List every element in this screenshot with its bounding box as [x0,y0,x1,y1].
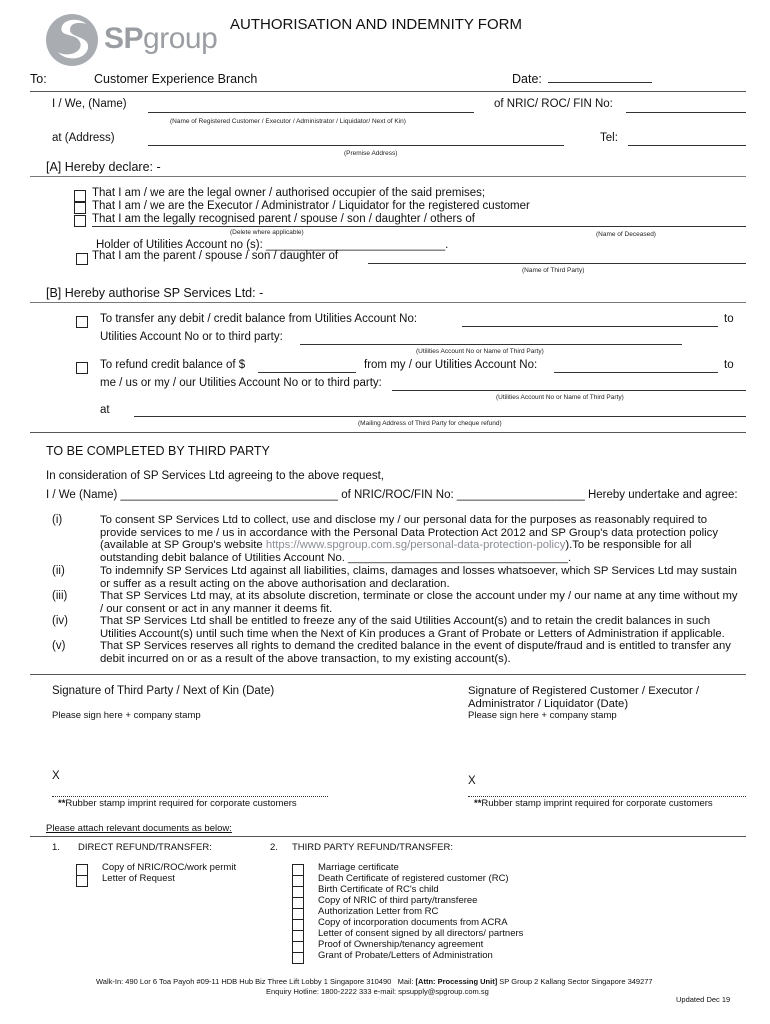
section-b-heading: [B] Hereby authorise SP Services Ltd: - [46,286,264,300]
nric-label: of NRIC/ ROC/ FIN No: [494,98,613,110]
section-a-heading: [A] Hereby declare: - [46,160,161,174]
transfer-text: To transfer any debit / credit balance from Utilities Account No: [100,313,418,325]
transfer-checkbox[interactable] [76,316,88,328]
refund-checkbox[interactable] [76,362,88,374]
holder-account-text: Holder of Utilities Account no (s): ____________________________. [96,239,449,251]
tel-field[interactable] [628,145,746,146]
at-label: at [100,404,110,416]
right-signature-line[interactable] [468,796,746,797]
owner-checkbox[interactable] [74,190,86,202]
refund-text-2: me / us or my / our Utilities Account No or to third party: [100,377,382,389]
right-signature-x: X [468,775,476,787]
name-hint: (Name of Registered Customer / Executor / Administrator / Liquidator/ Next of Kin) [170,118,406,125]
form-title: AUTHORISATION AND INDEMNITY FORM [230,16,522,33]
tel-label: Tel: [600,132,618,144]
clause-text-2: To indemnify SP Services Ltd against all liabilities, claims, damages and losses whatsoever, which SP Services Ltd may sustain or suffer as a result acting on the above authorisation and declaration. [100,565,737,590]
consideration-text: In consideration of SP Services Ltd agreeing to the above request, [46,470,384,482]
third-party-doc-label: Copy of incorporation documents from ACRA [318,917,508,928]
parent-checkbox[interactable] [76,253,88,265]
attach-heading: Please attach relevant documents as below: [46,823,232,834]
clause-num-1: (i) [52,514,63,526]
third-party-doc-label: Death Certificate of registered customer (RC) [318,873,509,884]
right-signature-title: Signature of Registered Customer / Executor / Administrator / Liquidator (Date) [468,685,700,710]
attach-divider [30,836,746,837]
section-a-divider [30,176,746,177]
refund-from-text: from my / our Utilities Account No: [364,359,538,371]
address-hint: (Premise Address) [344,150,398,157]
mail-attn: [Attn: Processing Unit] [415,977,498,986]
to-value: Customer Experience Branch [94,72,258,86]
section-b-end-divider [30,432,746,433]
third-party-doc-label: Letter of consent signed by all directors/ partners [318,928,524,939]
left-signature-sub: Please sign here + company stamp [52,710,201,721]
refund-destination-field[interactable] [392,390,746,391]
third-party-doc-label: Birth Certificate of RC's child [318,884,439,895]
date-label: Date: [512,72,542,86]
right-signature-sub: Please sign here + company stamp [468,710,617,721]
executor-checkbox[interactable] [74,202,86,214]
deceased-name-field[interactable] [92,226,746,227]
to-label: To: [30,72,47,86]
direct-doc-label: Letter of Request [102,873,175,884]
third-party-name-field[interactable] [368,263,746,264]
delete-hint: (Delete where applicable) [230,229,304,236]
section-b-divider [30,302,746,303]
nric-field[interactable] [626,112,746,113]
third-party-doc-label: Marriage certificate [318,862,399,873]
left-signature-line[interactable] [52,796,328,797]
relative-checkbox[interactable] [74,215,86,227]
owner-option: That I am / we are the legal owner / authorised occupier of the said premises; [92,187,486,199]
parent-option: That I am the parent / spouse / son / daughter of [92,250,339,262]
updated-date: Updated Dec 19 [676,995,731,1004]
clause-num-5: (v) [52,640,66,652]
right-stamp-note: Rubber stamp imprint required for corporate customers [481,798,713,809]
date-field[interactable] [548,82,652,83]
col2-num: 2. [270,842,278,853]
mail-label: Mail: [397,977,414,986]
col1-num: 1. [52,842,60,853]
third-party-hint: (Name of Third Party) [522,267,585,274]
enquiry-hotline: Enquiry Hotline: 1800-2222 333 e-mail: spsupply@spgroup.com.sg [266,987,489,996]
col1-title: DIRECT REFUND/TRANSFER: [78,842,212,853]
third-party-doc-label: Authorization Letter from RC [318,906,439,917]
third-party-doc-label: Copy of NRIC of third party/transferee [318,895,478,906]
third-party-heading: TO BE COMPLETED BY THIRD PARTY [46,444,270,458]
address-field[interactable] [148,145,564,146]
third-party-doc-checkbox[interactable] [292,952,304,964]
address-label: at (Address) [52,132,115,144]
clause-num-3: (iii) [52,590,68,602]
executor-option: That I am / we are the Executor / Administrator / Liquidator for the registered customer [92,200,530,212]
header-divider [30,91,746,92]
clause-text-1: To consent SP Services Ltd to collect, use and disclose my / our personal data for the purposes as reasonably required to provide services to me / us in accordance with the Personal Data Protection Act 2012 and SP Group's data protection policy (available at SP Group's website https://www.spgroup.com.sg/personal-data-protection-policy).To be responsible for all outstanding debit balance of Utilities Account No. ___________________________________. [100,514,718,564]
right-stamp-stars: ** [474,798,482,809]
left-stamp-stars: ** [58,798,66,809]
left-signature-x: X [52,770,60,782]
direct-doc-checkbox[interactable] [76,875,88,887]
transfer-destination-field[interactable] [300,344,682,345]
direct-doc-label: Copy of NRIC/ROC/work permit [102,862,237,873]
spgroup-swirl-icon [44,12,100,68]
mailing-address-field[interactable] [134,416,746,417]
refund-hint: (Utilities Account No or Name of Third Party) [496,394,624,401]
clause-text-5: That SP Services reserves all rights to demand the credited balance in the event of dispute/fraud and is entitled to transfer any debit incurred on or as a result of the above transaction, to my existing account(s). [100,640,731,665]
name-field[interactable] [148,112,474,113]
third-party-name-line: I / We (Name) __________________________________ of NRIC/ROC/FIN No: ____________________ Hereby undertake and agree: [46,489,738,501]
relative-option: That I am the legally recognised parent / spouse / son / daughter / others of [92,213,475,225]
footer-address [96,977,653,986]
col2-title: THIRD PARTY REFUND/TRANSFER: [292,842,453,853]
left-stamp-note: Rubber stamp imprint required for corporate customers [65,798,297,809]
clauses-end-divider [30,674,746,675]
transfer-hint: (Utilities Account No or Name of Third Party) [416,348,544,355]
refund-amount-field[interactable] [258,372,356,373]
refund-to-word: to [724,359,734,371]
clause-num-2: (ii) [52,565,65,577]
logo-text-group: group [143,22,218,55]
mail-address: SP Group 2 Kallang Sector Singapore 349277 [499,977,653,986]
deceased-hint: (Name of Deceased) [596,231,656,238]
transfer-to-word: to [724,313,734,325]
walkin-text: Walk-In: 490 Lor 6 Toa Payoh #09-11 HDB Hub Biz Three Lift Lobby 1 Singapore 310490 [96,977,392,986]
clause-text-3: That SP Services Ltd may, at its absolute discretion, terminate or close the account under my / our name at any time without my / our consent or act in any manner it deems fit. [100,590,738,615]
left-signature-title: Signature of Third Party / Next of Kin (Date) [52,685,275,697]
third-party-doc-label: Grant of Probate/Letters of Administration [318,950,493,961]
clause-text-4: That SP Services Ltd shall be entitled to freeze any of the said Utilities Account(s) and to retain the credit balances in such Utilities Account(s) until such time when the Next of Kin produces a Grant of Probate or Letters of Administration if applicable. [100,615,725,640]
refund-account-field[interactable] [554,372,718,373]
name-label: I / We, (Name) [52,98,127,110]
third-party-doc-label: Proof of Ownership/tenancy agreement [318,939,484,950]
mailing-hint: (Mailing Address of Third Party for cheque refund) [358,420,502,427]
clause-num-4: (iv) [52,615,68,627]
transfer-account-field[interactable] [462,326,718,327]
logo-text-sp: SP [104,22,144,55]
refund-text: To refund credit balance of $ [100,359,246,371]
privacy-policy-link[interactable]: https://www.spgroup.com.sg/personal-data-protection-policy [265,539,566,551]
transfer-text-2: Utilities Account No or to third party: [100,331,283,343]
